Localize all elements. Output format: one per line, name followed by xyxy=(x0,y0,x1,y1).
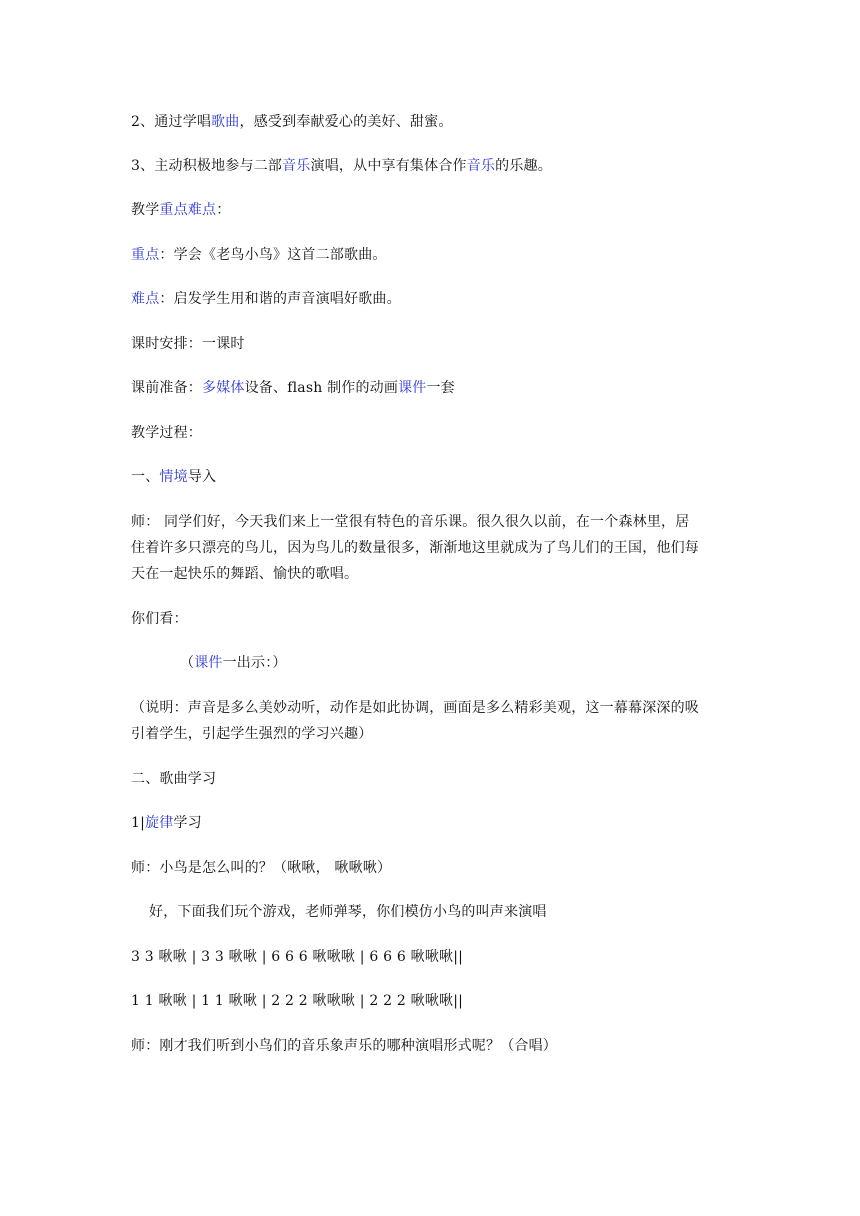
section-2-heading: 二、歌曲学习 xyxy=(131,771,217,787)
objective-2-suffix: ，感受到奉献爱心的美好、甜蜜。 xyxy=(239,114,453,130)
objective-2-prefix: 2、通过学唱 xyxy=(131,114,212,130)
section-1-suffix: 导入 xyxy=(187,469,217,485)
schedule: 课时安排：一课时 xyxy=(131,336,245,352)
key-points-heading-prefix: 教学 xyxy=(131,202,160,218)
courseware-show-suffix: 一出示：） xyxy=(222,655,287,671)
teacher-question-2: 师：刚才我们听到小鸟们的音乐象声乐的哪种演唱形式呢？（合唱） xyxy=(131,1038,557,1054)
link-multimedia[interactable]: 多媒体 xyxy=(202,380,245,396)
objective-3 xyxy=(131,155,740,177)
difficulty xyxy=(131,288,740,310)
key-point-text: ：学会《老鸟小鸟》这首二部歌曲。 xyxy=(159,247,387,263)
difficulty-text: ：启发学生用和谐的声音演唱好歌曲。 xyxy=(159,291,401,307)
courseware-show-prefix: （ xyxy=(180,655,195,671)
objective-3-prefix: 3、主动积极地参与二部 xyxy=(131,158,283,174)
link-key-point[interactable]: 重点 xyxy=(131,247,160,263)
teacher-intro-line-1: 师： 同学们好，今天我们来上一堂很有特色的音乐课。很久很久以前，在一个森林里，居 xyxy=(131,514,690,530)
key-points-heading-suffix: ： xyxy=(216,202,231,218)
objective-3-suffix: 的乐趣。 xyxy=(495,158,552,174)
preparation-middle: 设备、flash 制作的动画 xyxy=(244,380,399,396)
process-heading: 教学过程： xyxy=(131,425,202,441)
notation-line-1: 3 3 啾啾 | 3 3 啾啾 | 6 6 6 啾啾啾 | 6 6 6 啾啾啾|| xyxy=(131,949,464,965)
preparation-prefix: 课前准备： xyxy=(131,380,202,396)
teacher-intro-line-2: 住着许多只漂亮的鸟儿，因为鸟儿的数量很多，渐渐地这里就成为了鸟儿们的王国，他们每 xyxy=(131,540,699,556)
melody-suffix: 学习 xyxy=(173,815,202,831)
melody-heading xyxy=(131,812,740,834)
explanation-line-2: 引着学生，引起学生强烈的学习兴趣） xyxy=(131,726,373,742)
teacher-game: 好，下面我们玩个游戏，老师弹琴，你们模仿小鸟的叫声来演唱 xyxy=(149,904,547,920)
section-1-prefix: 一、 xyxy=(131,469,160,485)
key-points-heading xyxy=(131,199,740,221)
explanation-line-1: （说明：声音是多么美妙动听，动作是如此协调，画面是多么精彩美观，这一幕幕深深的吸 xyxy=(131,700,699,716)
objective-2 xyxy=(131,111,740,133)
link-courseware-show[interactable]: 课件 xyxy=(194,655,223,671)
preparation xyxy=(131,377,740,399)
link-courseware[interactable]: 课件 xyxy=(398,380,427,396)
objective-3-middle: 演唱，从中享有集体合作 xyxy=(310,158,467,174)
link-song[interactable]: 歌曲 xyxy=(211,114,240,130)
link-key-points[interactable]: 重点难点 xyxy=(159,202,217,218)
link-music-2[interactable]: 音乐 xyxy=(466,158,496,174)
teacher-intro-line-3: 天在一起快乐的舞蹈、愉快的歌唱。 xyxy=(131,566,359,582)
teacher-question-1: 师：小鸟是怎么叫的？（啾啾， 啾啾啾） xyxy=(131,860,392,876)
section-1-heading xyxy=(131,466,740,488)
link-music-1[interactable]: 音乐 xyxy=(282,158,311,174)
preparation-suffix: 一套 xyxy=(426,380,455,396)
notation-line-2: 1 1 啾啾 | 1 1 啾啾 | 2 2 2 啾啾啾 | 2 2 2 啾啾啾|| xyxy=(131,993,464,1009)
look-line: 你们看： xyxy=(131,611,188,627)
key-point xyxy=(131,244,740,266)
link-situation[interactable]: 情境 xyxy=(159,469,188,485)
courseware-show xyxy=(180,652,740,674)
link-difficulty[interactable]: 难点 xyxy=(131,291,160,307)
link-melody[interactable]: 旋律 xyxy=(145,815,174,831)
melody-prefix: 1| xyxy=(131,815,146,831)
